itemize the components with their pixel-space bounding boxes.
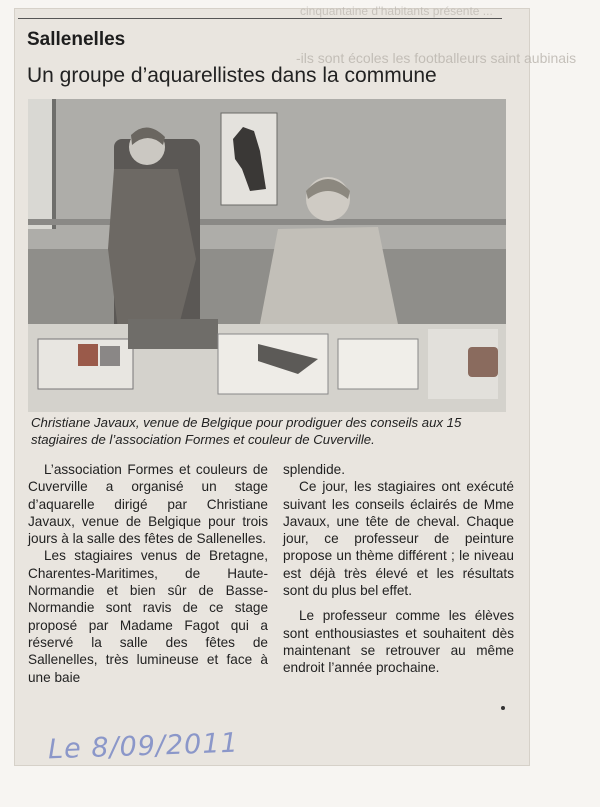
photo-caption: Christiane Javaux, venue de Belgique pour prodiguer des conseils aux 15 stagiaires de l’association Formes et couleur de Cuverville. bbox=[31, 415, 462, 447]
article-photo bbox=[28, 99, 506, 412]
corner-mark bbox=[501, 706, 505, 710]
photo-illustration bbox=[28, 99, 506, 412]
section-title: Sallenelles bbox=[27, 29, 126, 50]
bleed-through-text-top: cinquantaine d’habitants présente ... bbox=[300, 4, 493, 18]
bleed-through-text-second: -ils sont écoles les footballeurs saint aubinais bbox=[296, 50, 577, 66]
handwritten-date: Le 8/09/2011 bbox=[47, 727, 240, 766]
paragraph: Ce jour, les stagiaires ont exécuté suivant les conseils éclairés de Mme Javaux, une tête de cheval. Chaque jour, ce professeur de peinture propose un thème différent ; le niveau est déjà très élevé et les résultats sont du plus bel effet. bbox=[283, 479, 514, 599]
paragraph: Les stagiaires venus de Bretagne, Charentes-Maritimes, de Haute-Normandie et bien sûr de Basse-Normandie sont ravis de ce stage proposé par Madame Fagot qui a réservé la salle des fêtes de Sallenelles, très lumineuse et face à une baie bbox=[28, 548, 268, 685]
paragraph: Le professeur comme les élèves sont enthousiastes et souhaitent dès maintenant se retrouver au même endroit l’année prochaine. bbox=[283, 608, 514, 676]
headline: Un groupe d’aquarellistes dans la commune bbox=[27, 64, 437, 87]
column-left bbox=[28, 461, 268, 686]
paragraph: L’association Formes et couleurs de Cuverville a organisé un stage d’aquarelle dirigé par Christiane Javaux, venue de Belgique pour trois jours à la salle des fêtes de Sallenelles. bbox=[28, 462, 268, 547]
paragraph: splendide. bbox=[283, 462, 345, 477]
column-right bbox=[283, 461, 514, 677]
top-rule bbox=[18, 18, 502, 19]
